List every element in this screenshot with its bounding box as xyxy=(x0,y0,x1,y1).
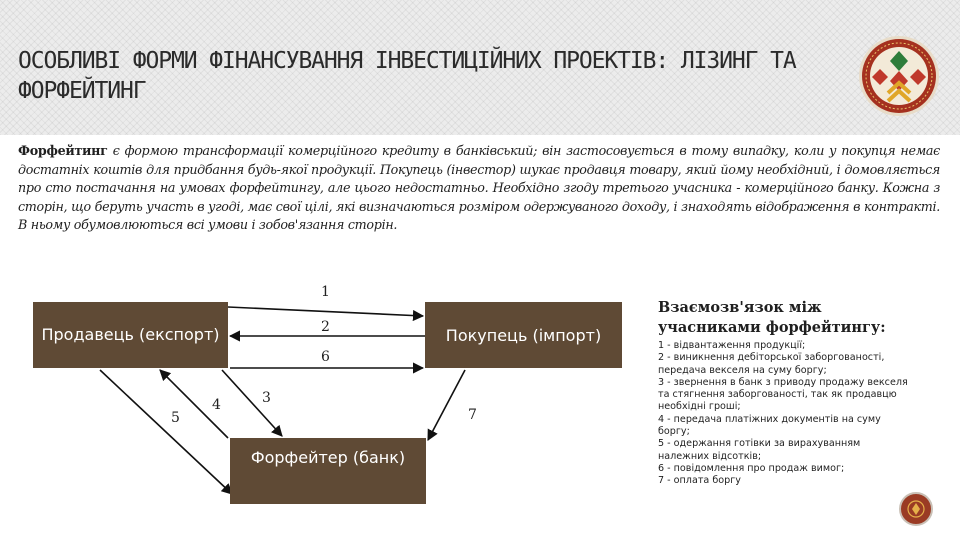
label-3: 3 xyxy=(262,390,271,406)
label-6: 6 xyxy=(321,349,330,365)
seller-label: Продавець (експорт) xyxy=(41,325,220,344)
arrow-7 xyxy=(428,370,465,440)
legend-item: 4 - передача платіжних документів на суму боргу; xyxy=(658,413,881,438)
buyer-label: Покупець (імпорт) xyxy=(445,325,602,345)
legend-item: 6 - повідомлення про продаж вимог; xyxy=(658,462,845,474)
arrow-5 xyxy=(100,370,232,494)
legend-item: 2 - виникнення дебіторської заборгованості, передача векселя на суму боргу; xyxy=(658,352,885,376)
label-4: 4 xyxy=(212,397,221,413)
label-2: 2 xyxy=(321,319,330,335)
legend-item: 7 - оплата боргу xyxy=(658,475,741,487)
bank-label: Форфейтер (банк) xyxy=(250,448,406,467)
legend-title: Взаємозв'язок між учасниками форфейтингу: xyxy=(658,299,886,336)
seller-box xyxy=(33,302,228,368)
term-forfaiting: Форфейтинг xyxy=(18,143,108,158)
legend-list xyxy=(658,340,908,488)
emblem-mini-icon xyxy=(906,499,926,519)
slide-badge-icon xyxy=(899,492,933,526)
legend-item: 1 - відвантаження продукції; xyxy=(658,340,806,351)
arrow-3 xyxy=(222,370,282,436)
label-7: 7 xyxy=(468,407,477,423)
label-1: 1 xyxy=(321,284,330,300)
legend-item: 5 - одержання готівки за вирахуванням належних відсотків; xyxy=(658,438,861,462)
legend-item: 3 - звернення в банк з приводу продажу векселя та стягнення заборгованості, так як продавцю необхідні гроші; xyxy=(658,376,908,413)
arrow-1 xyxy=(228,307,423,316)
label-5: 5 xyxy=(171,410,180,426)
description-text: є формою трансформації комерційного кредиту в банківський; він застосовується в тому випадку, коли у покупця немає достатніх коштів для придбання будь-якої продукції. Покупець (інвестор) шукає продавця товару, який йому необхідний, і домовляється про сто постачання на умовах форфейтингу, але цього недостатньо. Необхідно згоду третього учасника - комерційного банку. Кожна з сторін, що беруть участь в угоді, має свої цілі, які визначаються розміром одержуваного доходу, і знаходять відображення в контракті. В ньому обумовлюються всі умови і зобов'язання сторін. xyxy=(18,143,940,233)
slide-title: ОСОБЛИВІ ФОРМИ ФІНАНСУВАННЯ ІНВЕСТИЦІЙНИХ ПРОЕКТІВ: ЛІЗИНГ ТА ФОРФЕЙТИНГ xyxy=(18,48,796,104)
bank-box xyxy=(230,438,426,504)
buyer-box xyxy=(425,302,622,368)
